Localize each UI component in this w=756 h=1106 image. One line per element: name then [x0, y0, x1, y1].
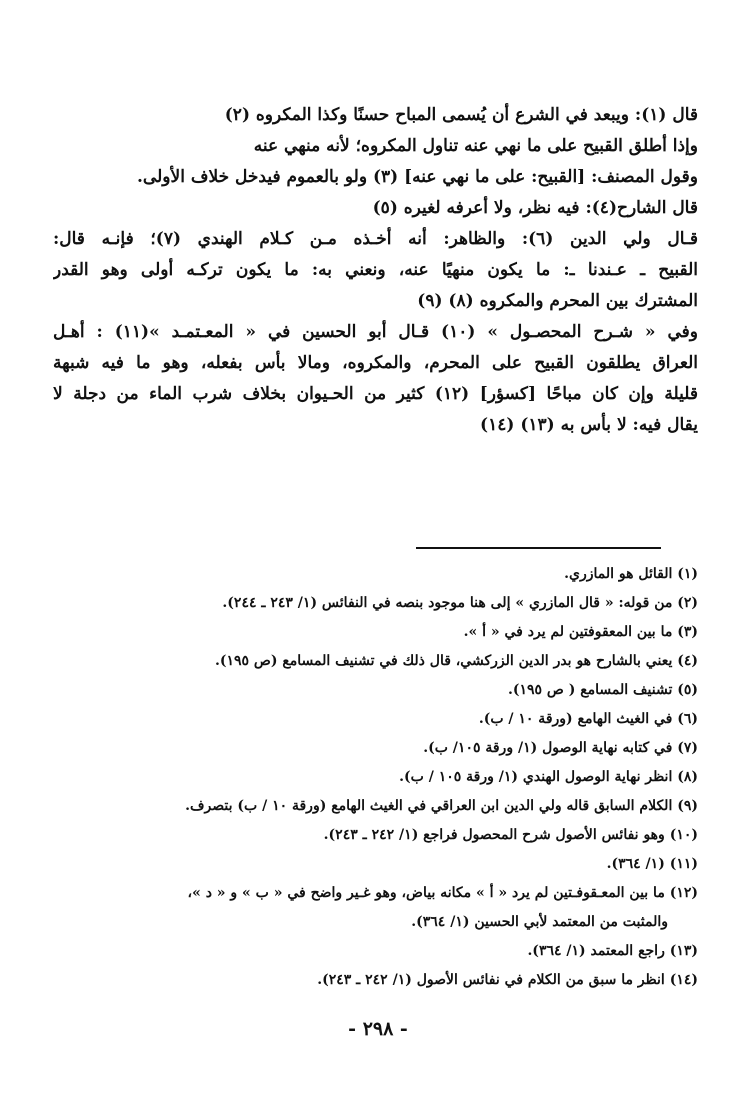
footnote: (١١) (١/ ٣٦٤).	[606, 856, 698, 872]
text-line: وقول المصنف: [القبيح: على ما نهي عنه] (٣) ولو بالعموم فيدخل خلاف الأولى.	[137, 167, 698, 187]
footnote-continuation: والمثبت من المعتمد لأبي الحسين (١/ ٣٦٤).	[411, 914, 668, 930]
footnote: (٤) يعني بالشارح هو بدر الدين الزركشي، قال ذلك في تشنيف المسامع (ص ١٩٥).	[214, 653, 698, 669]
text-line: المشترك بين المحرم والمكروه (٨) (٩)	[417, 291, 698, 311]
footnote: (١٢) ما بين المعـقوفـتين لم يرد « أ » مكانه بياض، وهو غـير واضح في « ب » و « د »،	[187, 885, 698, 901]
text-line: العراق يطلقون القبيح على المحرم، والمكروه، ومالا بأس بفعله، وهو ما فيه شبهة	[53, 353, 698, 373]
text-line: قال (١): ويبعد في الشرع أن يُسمى المباح حسنًا وكذا المكروه (٢)	[224, 105, 698, 125]
text-line: قـال ولي الدين (٦): والظاهر: أنه أخـذه مـن كـلام الهندي (٧)؛ فإنـه قال:	[53, 229, 698, 249]
footnote: (١٤) انظر ما سبق من الكلام في نفائس الأصول (١/ ٢٤٢ ـ ٢٤٣).	[317, 972, 698, 988]
footnote: (٣) ما بين المعقوفتين لم يرد في « أ ».	[463, 624, 698, 640]
text-line: قليلة وإن كان مباحًا [كسؤر] (١٢) كثير من الحـيوان بخلاف شرب الماء من دجلة لا	[53, 384, 698, 404]
footnote: (٧) في كتابه نهاية الوصول (١/ ورقة ١٠٥/ ب).	[423, 740, 698, 756]
footnote: (١) القائل هو المازري.	[564, 566, 698, 582]
footnote: (١٠) وهو نفائس الأصول شرح المحصول فراجع (١/ ٢٤٢ ـ ٢٤٣).	[323, 827, 698, 843]
footnote-separator	[416, 547, 661, 549]
text-line: وإذا أطلق القبيح على ما نهي عنه تناول المكروه؛ لأنه منهي عنه	[253, 136, 698, 156]
text-line: القبيح ـ عـندنا ـ: ما يكون منهيًا عنه، ونعني به: ما يكون تركـه أولى وهو القدر	[53, 260, 698, 280]
text-line: وفي « شـرح المحصـول » (١٠) قـال أبو الحسين في « المعـتمـد »(١١) : أهـل	[53, 322, 698, 342]
footnote: (٦) في الغيث الهامع (ورقة ١٠ / ب).	[478, 711, 698, 727]
footnote: (٩) الكلام السابق قاله ولي الدين ابن العراقي في الغيث الهامع (ورقة ١٠ / ب) بتصرف.	[185, 798, 698, 814]
footnote: (١٣) راجع المعتمد (١/ ٣٦٤).	[527, 943, 698, 959]
main-text	[53, 100, 698, 441]
footnote: (٨) انظر نهاية الوصول الهندي (١/ ورقة ١٠٥ / ب).	[399, 769, 698, 785]
text-line: يقال فيه: لا بأس به (١٣) (١٤)	[480, 415, 698, 435]
footnote: (٥) تشنيف المسامع ( ص ١٩٥).	[507, 682, 698, 698]
page-number: - ٢٩٨ -	[348, 1018, 408, 1040]
footnote: (٢) من قوله: « قال المازري » إلى هنا موجود بنصه في النفائس (١/ ٢٤٣ ـ ٢٤٤).	[222, 595, 698, 611]
text-line: قال الشارح(٤): فيه نظر، ولا أعرفه لغيره (٥)	[372, 198, 698, 218]
footnotes	[50, 560, 698, 995]
